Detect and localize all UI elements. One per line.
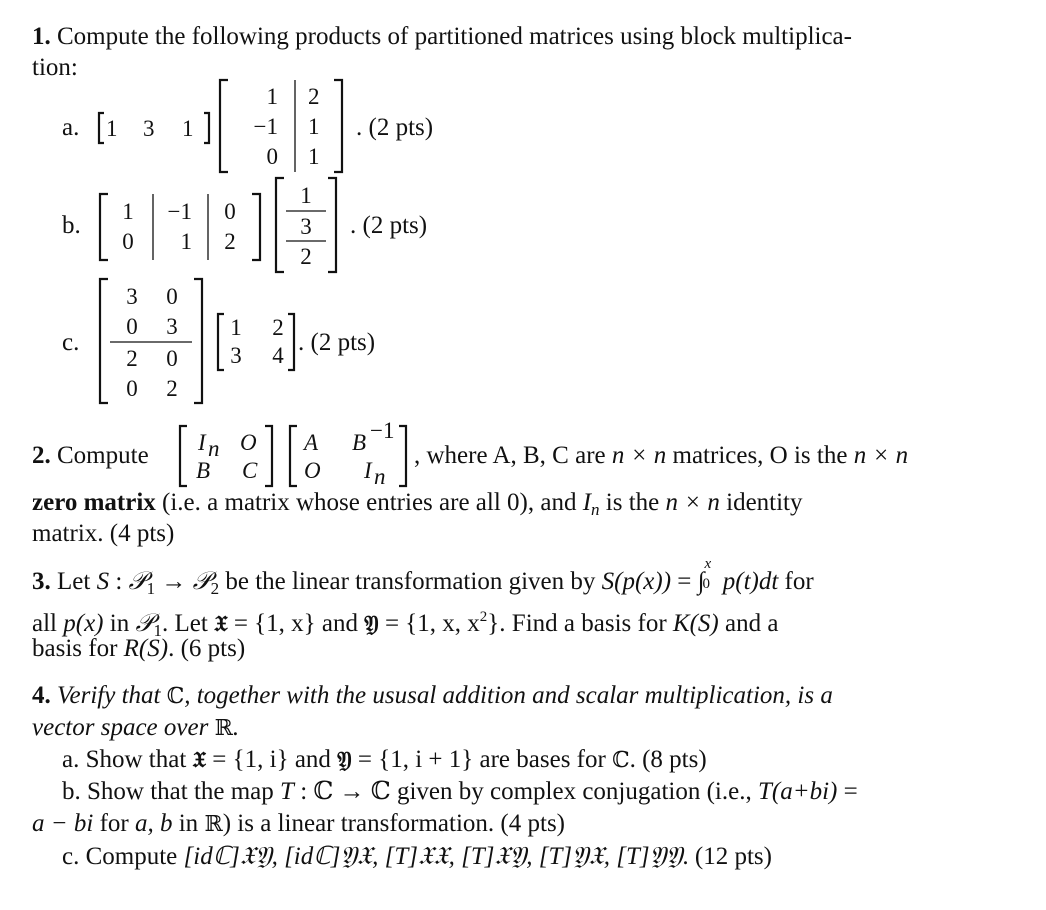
p1b-block-matrix bbox=[96, 190, 266, 264]
p1c-right-matrix bbox=[214, 310, 304, 374]
p4a-X: 𝔛 bbox=[192, 747, 207, 773]
p4b-in: in bbox=[172, 810, 205, 837]
p3-Spx: S(p(x)) bbox=[601, 568, 672, 595]
p3-arrow: → bbox=[155, 568, 193, 595]
p2-m2-r2c2: I bbox=[364, 458, 372, 483]
p2-m1-r2c2: C bbox=[242, 458, 258, 483]
p4a-line bbox=[62, 745, 707, 776]
p2-m2-r1c1: A bbox=[304, 430, 319, 455]
p3-line3 bbox=[32, 634, 245, 664]
p1c-m-r3c1: 2 bbox=[126, 346, 138, 371]
p4b-eq: = bbox=[837, 778, 858, 805]
p3-line1 bbox=[32, 556, 814, 604]
p1b-points: . (2 pts) bbox=[350, 212, 428, 239]
p2-In: I bbox=[582, 489, 592, 516]
p1c-n-r1c2: 2 bbox=[272, 315, 284, 340]
p1a-col2-r2: 1 bbox=[308, 114, 320, 139]
p1a-block-matrix bbox=[216, 76, 350, 176]
p4-l1a: Verify that bbox=[57, 682, 167, 709]
p1c-label: c. bbox=[62, 329, 80, 356]
p4b-points: ) is a linear transformation. (4 pts) bbox=[222, 810, 565, 837]
p1b-m-r2c1: 0 bbox=[122, 229, 134, 254]
p3-S: S bbox=[96, 568, 110, 595]
p3-ptdt: p(t)dt bbox=[716, 568, 779, 595]
p1c-block-matrix bbox=[96, 275, 208, 407]
p2-m1-r1c1-sub: n bbox=[208, 436, 220, 461]
p1c-n-r1c1: 1 bbox=[230, 315, 242, 340]
p3-sq: 2 bbox=[479, 609, 488, 625]
p4a-x2: = {1, i + 1} are bases for bbox=[351, 746, 613, 773]
p1c-m-r4c1: 0 bbox=[126, 376, 138, 401]
p1b-v-3: 2 bbox=[300, 244, 312, 269]
p1c-n-r2c2: 4 bbox=[272, 343, 284, 368]
p2-m2-r1c2: B bbox=[352, 430, 367, 455]
p1c-m-r1c2: 0 bbox=[166, 284, 178, 309]
p2-lead bbox=[32, 441, 149, 471]
p4b-line1 bbox=[62, 777, 858, 807]
p4a-Y: 𝔜 bbox=[337, 747, 352, 773]
p3-px: p(x) bbox=[63, 610, 104, 637]
p2-zero-matrix: zero matrix bbox=[32, 489, 156, 516]
p3-P1b: 𝒫 bbox=[135, 610, 154, 637]
p3-l2e: = {1, x, x bbox=[378, 610, 480, 637]
p4-number: 4. bbox=[32, 682, 51, 709]
p1c-m-r1c1: 3 bbox=[126, 284, 138, 309]
p1a-col1-r2: −1 bbox=[253, 114, 278, 139]
p4b-Tabi: T(a+bi) bbox=[757, 778, 838, 805]
p3-integral: ∫ bbox=[697, 568, 705, 595]
p1b-m-r2c2: 1 bbox=[180, 229, 192, 254]
p1b-label: b. bbox=[62, 212, 81, 239]
p4c-label: c. Compute bbox=[62, 843, 184, 870]
p2-m1-r1c2: O bbox=[240, 430, 257, 455]
p4a-C: ℂ bbox=[612, 748, 630, 773]
p2-line3: matrix. (4 pts) bbox=[32, 520, 175, 547]
p1b-m-r2c3: 2 bbox=[224, 229, 236, 254]
p1-text-line1: Compute the following products of partitioned matrices using block multiplica- bbox=[57, 23, 852, 50]
p2-number: 2. bbox=[32, 442, 51, 469]
p1b-block-vector bbox=[272, 174, 344, 276]
p3-P1: 𝒫 bbox=[128, 568, 147, 595]
p3-X: 𝔛 bbox=[214, 611, 228, 637]
p4-line2 bbox=[32, 713, 239, 744]
p1a-points: . (2 pts) bbox=[356, 114, 434, 141]
p4a-points: . (8 pts) bbox=[629, 746, 707, 773]
p4b-label: b. Show that the map bbox=[62, 778, 281, 805]
p3-l2a: all bbox=[32, 610, 64, 637]
p4b-T: T bbox=[280, 778, 294, 805]
p2-mid: matrices, O is the bbox=[666, 442, 854, 469]
p2-nxn3: n × n bbox=[665, 489, 720, 516]
p2-m2-r2c2-sub: n bbox=[374, 464, 386, 489]
p4c-points: . (12 pts) bbox=[682, 843, 772, 870]
p3-P2-sub: 2 bbox=[210, 579, 220, 598]
p4a-x1: = {1, i} and bbox=[206, 746, 338, 773]
p2-m1-r2c1: B bbox=[196, 458, 211, 483]
p1a-row-3: 1 bbox=[182, 116, 194, 141]
p3-number: 3. bbox=[32, 568, 51, 595]
p1b-m-r1c2: −1 bbox=[167, 199, 192, 224]
p3-P1b-sub: 1 bbox=[153, 621, 162, 640]
p4b-ab: a, b bbox=[134, 810, 173, 837]
p4b-rest: given by complex conjugation (i.e., bbox=[390, 778, 758, 805]
p3-eq: = bbox=[671, 568, 698, 595]
p2-matrix-1 bbox=[176, 422, 280, 490]
p2-line2-rest: (i.e. a matrix whose entries are all 0), and bbox=[155, 489, 583, 516]
p4b-for: for bbox=[93, 810, 135, 837]
p2-nxn: n × n bbox=[611, 442, 667, 469]
p4-l2b: . bbox=[232, 714, 240, 741]
p2-m2-r2c1: O bbox=[304, 458, 321, 483]
p2-where: , where A, B, C are bbox=[414, 442, 612, 469]
p3-l1a: Let bbox=[57, 568, 97, 595]
p3-l2f: }. Find a basis for bbox=[487, 610, 673, 637]
p3-l3a: basis for bbox=[32, 635, 124, 662]
p1a-col1-r3: 0 bbox=[266, 144, 278, 169]
p4-R: ℝ bbox=[214, 716, 233, 741]
p1a-col2-r1: 2 bbox=[308, 84, 320, 109]
p3-P2: 𝒫 bbox=[192, 568, 211, 595]
p1c-m-r3c2: 0 bbox=[166, 346, 178, 371]
p1b-v-1: 1 bbox=[300, 183, 312, 208]
p1c-m-r2c1: 0 bbox=[126, 314, 138, 339]
p4a-label: a. Show that bbox=[62, 746, 193, 773]
p2-In-sub: n bbox=[591, 500, 600, 519]
p3-int-lower: 0 bbox=[702, 576, 710, 592]
p4b-map: : ℂ → ℂ bbox=[293, 778, 391, 805]
p3-l2c: . Let bbox=[161, 610, 215, 637]
p4c-expr: [idℂ]𝔛𝔜, [idℂ]𝔜𝔛, [T]𝔛𝔛, [T]𝔛𝔜, [T]𝔜𝔛, [T]𝔜𝔜 bbox=[183, 843, 683, 870]
p4-line1 bbox=[32, 681, 833, 712]
p1a-label: a. bbox=[62, 114, 80, 141]
p1c-m-r4c2: 2 bbox=[166, 376, 178, 401]
p1c-points: . (2 pts) bbox=[298, 329, 376, 356]
p2-m1-r1c1: I bbox=[198, 430, 206, 455]
p3-l2g: and a bbox=[718, 610, 779, 637]
p3-int-upper: x bbox=[704, 556, 712, 572]
p3-RS: R(S) bbox=[123, 635, 169, 662]
p4b-conj: a − bi bbox=[32, 810, 94, 837]
p2-matrix-2 bbox=[286, 422, 416, 490]
p4b-R: ℝ bbox=[204, 812, 223, 837]
p1-text-line2: tion: bbox=[32, 54, 78, 81]
p2-compute: Compute bbox=[57, 442, 149, 469]
p2-nxn2: n × n bbox=[853, 442, 909, 469]
p1c-m-r2c2: 3 bbox=[166, 314, 178, 339]
p1-number: 1. bbox=[32, 23, 51, 50]
p1a-col2-r3: 1 bbox=[308, 144, 320, 169]
p1b-m-r1c3: 0 bbox=[224, 199, 236, 224]
p4c-line bbox=[62, 842, 772, 872]
p3-l1c: be the linear transformation given by bbox=[219, 568, 602, 595]
p3-l2b: in bbox=[103, 610, 136, 637]
p3-integral-limits bbox=[702, 556, 717, 592]
p2-line2-end: identity bbox=[719, 489, 803, 516]
p4b-line2 bbox=[32, 809, 565, 840]
p2-m2-r1c2-sup: −1 bbox=[370, 422, 395, 443]
p2-line2-is: is the bbox=[599, 489, 666, 516]
p1c-n-r2c1: 3 bbox=[230, 343, 242, 368]
p3-KS: K(S) bbox=[672, 610, 719, 637]
p3-for: for bbox=[778, 568, 814, 595]
p1b-m-r1c1: 1 bbox=[122, 199, 134, 224]
p1a-col1-r1: 1 bbox=[266, 84, 278, 109]
p1a-row-matrix bbox=[96, 108, 216, 148]
p1-line1 bbox=[32, 22, 852, 52]
p3-colon: : bbox=[109, 568, 129, 595]
p4-l2a: vector space over bbox=[32, 714, 215, 741]
p3-l3b: . (6 pts) bbox=[168, 635, 246, 662]
p1a-row-1: 1 bbox=[106, 116, 118, 141]
p3-P1-sub: 1 bbox=[146, 579, 156, 598]
p4-l1b: , together with the ususal addition and scalar multiplication, is a bbox=[184, 682, 833, 709]
p1b-v-2: 3 bbox=[300, 214, 312, 239]
p1a-row-2: 3 bbox=[143, 116, 155, 141]
p2-line1-rest bbox=[414, 441, 908, 471]
p3-l2d: = {1, x} and bbox=[227, 610, 365, 637]
p4-C: ℂ bbox=[166, 684, 185, 709]
p3-Y: 𝔜 bbox=[364, 611, 379, 637]
